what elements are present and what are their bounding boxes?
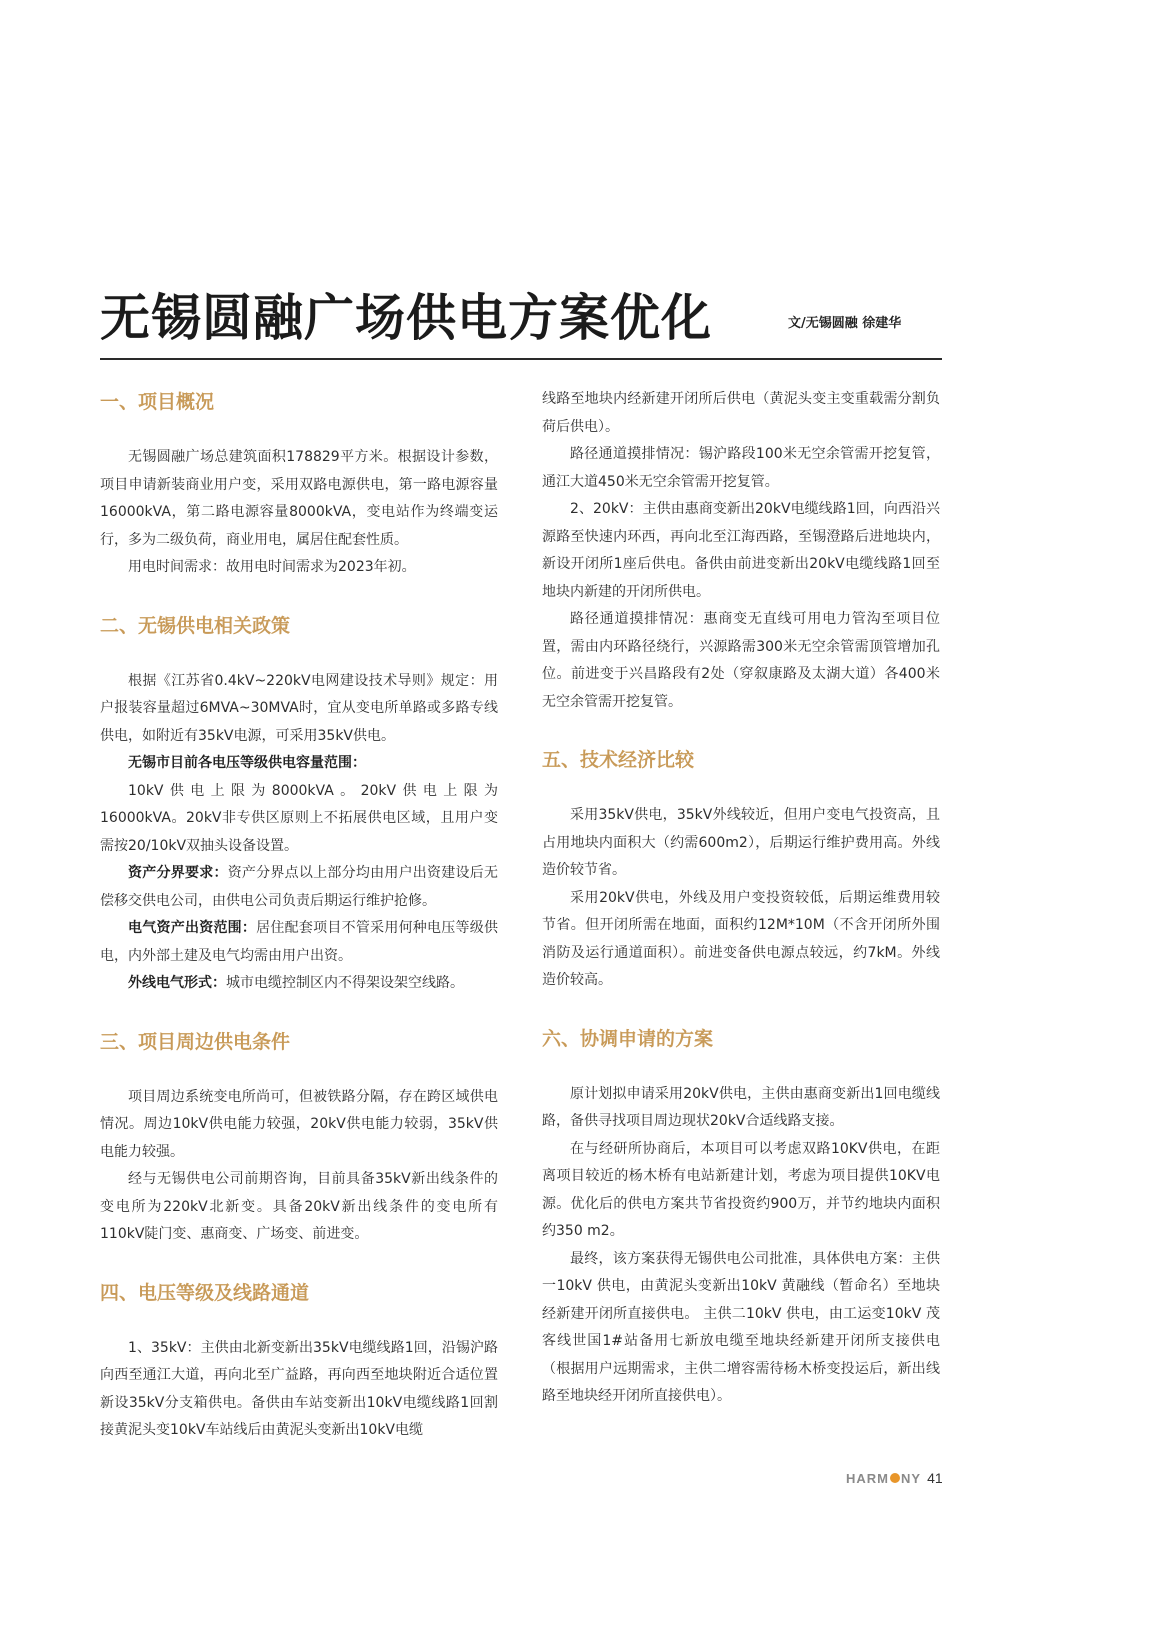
paragraph: 2、20kV：主供由惠商变新出20kV电缆线路1回，向西沿兴源路至快速内环西，再向北至江海西路，至锡澄路后进地块内，新设开闭所1座后供电。备供由前进变新出20kV电缆线路1回至地块内新建的开闭所供电。 (542, 501, 940, 600)
paragraph: 无锡圆融广场总建筑面积178829平方米。根据设计参数，项目申请新装商业用户变，采用双路电源供电，第一路电源容量16000kVA，第二路电源容量8000kVA，变电站作为终端变运行，多为二级负荷，商业用电，属居住配套性质。 (100, 449, 498, 548)
paragraph: 最终，该方案获得无锡供电公司批准，具体供电方案：主供一10kV 供电，由黄泥头变新出10kV 黄融线（暂命名）至地块经新建开闭所直接供电。 主供二10kV 供电，由工运变10kV 茂客线世国1#站备用七新放电缆至地块经新建开闭所支接供电（根据用户远期需求，主供二增容需待杨木桥变投运后，新出线路至地块经开闭所直接供电）。 (542, 1250, 940, 1404)
bold-label: 资产分界要求： (128, 865, 228, 881)
paragraph-text: 居住配套项目不管采用何种电压等级供电，内外部土建及电气均需由用户出资。 (100, 920, 499, 964)
paragraph: 10kV供电上限为8000kVA。20kV供电上限为16000kVA。20kV非专供区原则上不拓展供电区域，且用户变需按20/10kV双抽头设备设置。 (100, 782, 498, 854)
paragraph (100, 915, 498, 970)
section-heading-comparison: 五、技术经济比较 (542, 749, 695, 771)
paragraph-continued: 线路至地块内经新建开闭所后供电（黄泥头变主变重载需分割负荷后供电）。 (542, 391, 940, 435)
paragraph: 路径通道摸排情况：惠商变无直线可用电力管沟至项目位置，需由内环路径绕行，兴源路需300米无空余管需顶管增加孔位。前进变于兴昌路段有2处（穿叙康路及太湖大道）各400米无空余管需开挖复管。 (542, 611, 940, 710)
paragraph (100, 860, 498, 915)
section-heading-plan: 六、协调申请的方案 (542, 1027, 714, 1050)
paragraph: 根据《江苏省0.4kV~220kV电网建设技术导则》规定：用户报装容量超过6MVA~30MVA时，宜从变电所单路或多路专线供电，如附近有35kV电源，可采用35kV供电。 (100, 672, 498, 744)
section-heading-overview: 一、项目概况 (100, 391, 215, 413)
paragraph (100, 970, 498, 998)
bold-label: 外线电气形式： (128, 975, 226, 991)
section-heading-policy: 二、无锡供电相关政策 (100, 614, 291, 637)
section-heading-conditions: 三、项目周边供电条件 (100, 1030, 291, 1053)
paragraph: 项目周边系统变电所尚可，但被铁路分隔，存在跨区域供电情况。周边10kV供电能力较强，20kV供电能力较弱，35kV供电能力较强。 (100, 1088, 498, 1160)
page-footer (846, 1470, 943, 1486)
title-divider (100, 358, 942, 360)
bold-label: 电气资产出资范围： (128, 920, 257, 936)
paragraph-text: 城市电缆控制区内不得架设架空线路。 (226, 975, 464, 991)
paragraph: 经与无锡供电公司前期咨询，目前具备35kV新出线条件的变电所为220kV北新变。具备20kV新出线条件的变电所有110kV陡门变、惠商变、广场变、前进变。 (100, 1171, 498, 1242)
magazine-logo (846, 1471, 921, 1486)
page-number: 41 (927, 1470, 943, 1486)
paragraph: 1、35kV：主供由北新变新出35kV电缆线路1回，沿锡沪路向西至通江大道，再向北至广益路，再向西至地块附近合适位置新设35kV分支箱供电。备供由车站变新出10kV电缆线路1回割接黄泥头变10kV车站线后由黄泥头变新出10kV电缆 (100, 1339, 498, 1438)
paragraph: 路径通道摸排情况：锡沪路段100米无空余管需开挖复管，通江大道450米无空余管需开挖复管。 (542, 446, 940, 490)
left-column (100, 386, 498, 1445)
section-heading-voltage: 四、电压等级及线路通道 (100, 1281, 310, 1304)
article-title: 无锡圆融广场供电方案优化 (100, 288, 712, 347)
bold-label: 无锡市目前各电压等级供电容量范围： (128, 755, 366, 771)
paragraph: 原计划拟申请采用20kV供电，主供由惠商变新出1回电缆线路，备供寻找项目周边现状20kV合适线路支接。 (542, 1085, 940, 1129)
paragraph-bold (100, 750, 498, 778)
right-column (542, 386, 940, 1411)
paragraph-text: 资产分界点以上部分均由用户出资建设后无偿移交供电公司，由供电公司负责后期运行维护抢修。 (100, 865, 499, 909)
paragraph: 在与经研所协商后，本项目可以考虑双路10KV供电，在距离项目较近的杨木桥有电站新建计划，考虑为项目提供10KV电源。优化后的供电方案共节省投资约900万，并节约地块内面积约350 m2。 (542, 1140, 940, 1239)
paragraph: 用电时间需求：故用电时间需求为2023年初。 (128, 559, 416, 575)
paragraph: 采用20kV供电，外线及用户变投资较低，后期运维费用较节省。但开闭所需在地面，面积约12M*10M（不含开闭所外围消防及运行通道面积）。前进变备供电源点较远，约7kM。外线造价较高。 (542, 889, 940, 988)
logo-text-start: HARM (846, 1470, 889, 1486)
author-byline: 文/无锡圆融 徐建华 (788, 316, 902, 331)
paragraph: 采用35kV供电，35kV外线较近，但用户变电气投资高，且占用地块内面积大（约需600m2），后期运行维护费用高。外线造价较节省。 (542, 807, 940, 878)
sun-dot-icon (890, 1473, 900, 1483)
logo-text-end: NY (901, 1470, 922, 1486)
